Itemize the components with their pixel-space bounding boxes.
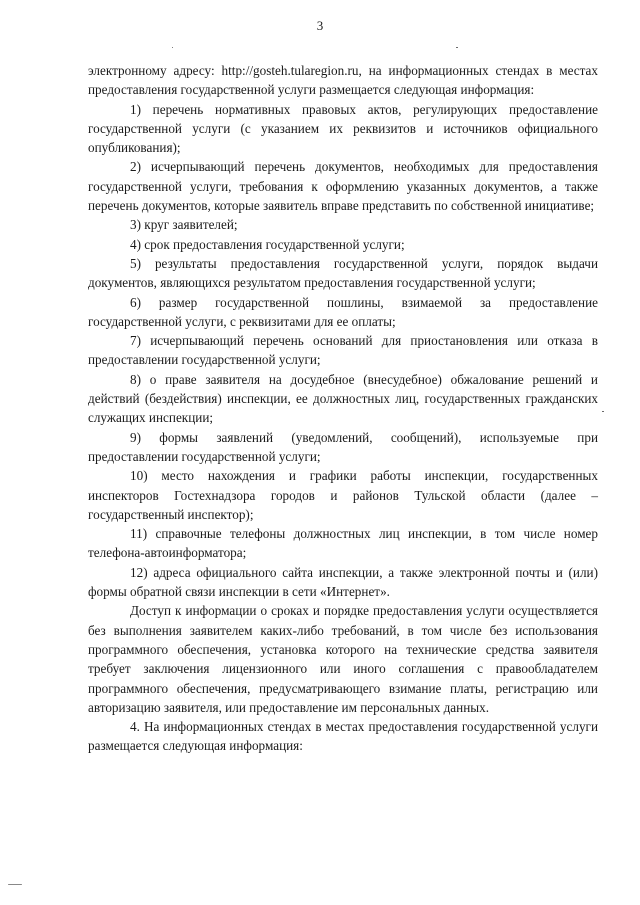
scan-speck — [602, 411, 604, 412]
list-item-6: 6) размер государственной пошлины, взимаемой за предоставление государственной услуги, с реквизитами для ее оплаты; — [88, 294, 598, 329]
scan-speck — [172, 47, 173, 48]
list-item-8: 8) о праве заявителя на досудебное (внесудебное) обжалование решений и действий (бездействия) инспекции, ее должностных лиц, государственных гражданских служащих инспекции; — [88, 371, 598, 426]
list-item-5: 5) результаты предоставления государственной услуги, порядок выдачи документов, являющихся результатом предоставления государственной услуги; — [88, 255, 598, 291]
list-item-10: 10) место нахождения и графики работы инспекции, государственных инспекторов Гостехнадзора городов и районов Тульской области (далее – государственный инспектор); — [88, 468, 598, 522]
list-item-12: 12) адреса официального сайта инспекции, а также электронной почты и (или) формы обратной связи инспекции в сети «Интернет». — [88, 564, 598, 600]
list-item-11: 11) справочные телефоны должностных лиц инспекции, в том числе номер телефона-автоинформатора; — [88, 526, 598, 561]
paragraph-section-4: 4. На информационных стендах в местах предоставления государственной услуги размещается следующая информация: — [88, 719, 598, 754]
paragraph-access-info: Доступ к информации о сроках и порядке предоставления услуги осуществляется без выполнения заявителем каких-либо требований, в том числе без использования программного обеспечения, установка которого на технические средства заявителя требует заключения лицензионного или иного соглашения с правообладателем программного обеспечения, предусматривающего взимание платы, регистрацию или авторизацию заявителя, или предоставление им персональных данных. — [88, 603, 598, 715]
list-item-1: 1) перечень нормативных правовых актов, регулирующих предоставление государственной услуги (с указанием их реквизитов и источников официального опубликования); — [88, 101, 598, 156]
list-item-9: 9) формы заявлений (уведомлений, сообщений), используемые при предоставлении государственной услуги; — [88, 429, 598, 464]
list-item-2: 2) исчерпывающий перечень документов, необходимых для предоставления государственной услуги, требования к оформлению указанных документов, а также перечень документов, которые заявитель вправе представить по собственной инициативе; — [88, 159, 598, 214]
scan-speck — [8, 884, 22, 885]
list-item-4: 4) срок предоставления государственной услуги; — [130, 236, 405, 252]
paragraph-intro-continuation: электронному адресу: http://gosteh.tularegion.ru, на информационных стендах в местах предоставления государственной услуги размещается следующая информация: — [88, 63, 598, 98]
list-item-7: 7) исчерпывающий перечень оснований для приостановления или отказа в предоставлении государственной услуги; — [88, 333, 598, 368]
scan-speck — [456, 47, 458, 48]
body-text — [88, 61, 598, 756]
page-number: 3 — [316, 18, 324, 33]
list-item-3: 3) круг заявителей; — [130, 217, 238, 233]
